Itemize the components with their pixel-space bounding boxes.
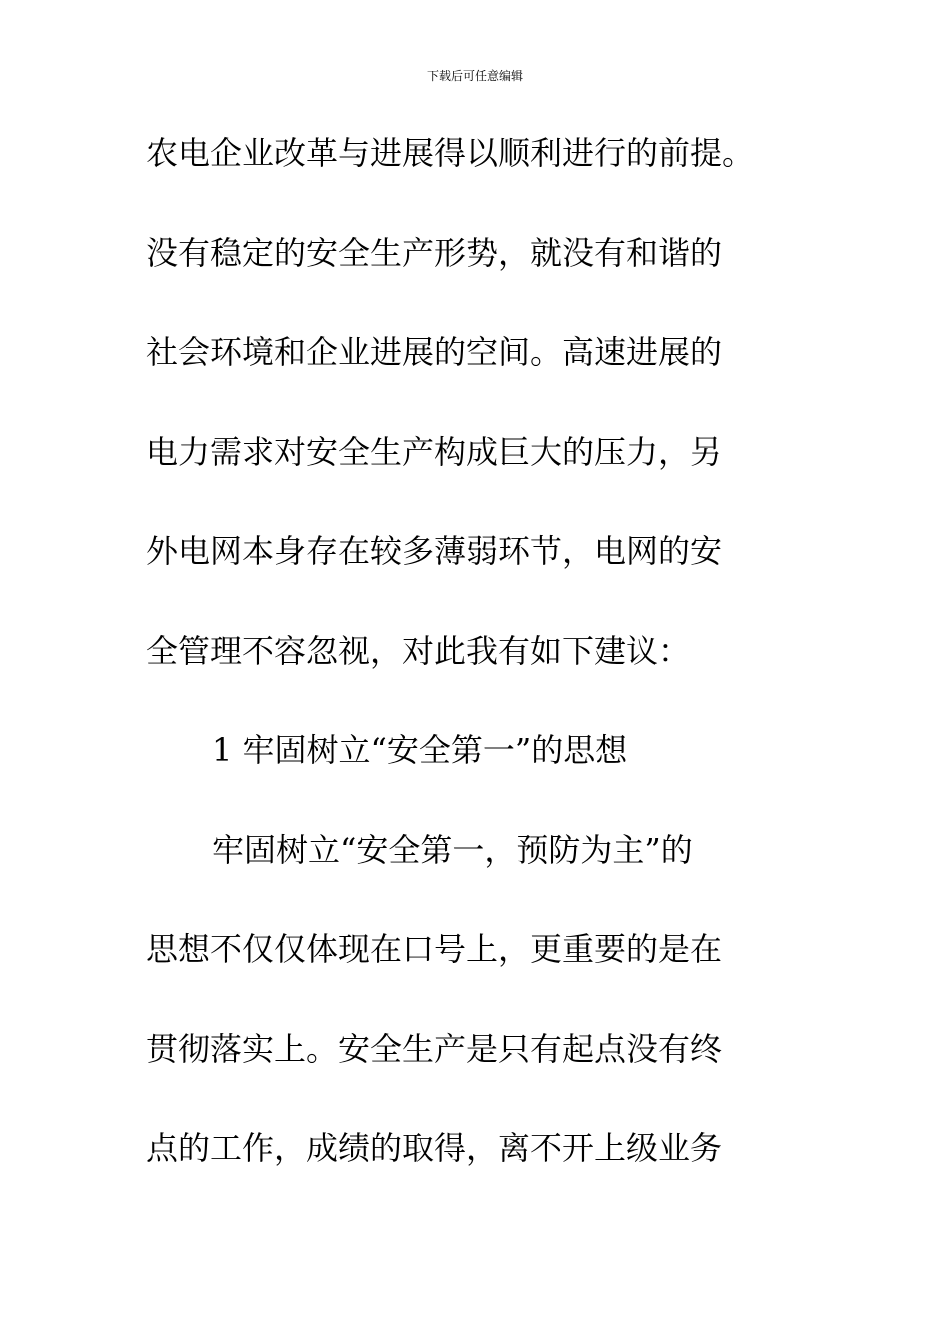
body-line: 贯彻落实上。安全生产是只有起点没有终: [146, 1029, 723, 1068]
section-heading: 1 牢固树立“安全第一”的思想: [212, 731, 628, 769]
page-header: 下载后可任意编辑: [426, 69, 523, 83]
body-line: 外电网本身存在较多薄弱环节，电网的安: [146, 532, 723, 570]
document-body: [146, 120, 846, 1215]
body-line: 点的工作，成绩的取得，离不开上级业务: [146, 1129, 723, 1167]
paragraph-first-line: 牢固树立“安全第一，预防为主”的: [212, 830, 693, 869]
body-line: 电力需求对安全生产构成巨大的压力，另: [146, 432, 723, 471]
body-line: 全管理不容忽视，对此我有如下建议：: [146, 631, 691, 670]
body-line: 思想不仅仅体现在口号上，更重要的是在: [146, 930, 723, 968]
body-line: 农电企业改革与进展得以顺利进行的前提。: [146, 134, 755, 172]
body-line: 社会环境和企业进展的空间。高速进展的: [146, 333, 723, 371]
body-line: 没有稳定的安全生产形势，就没有和谐的: [146, 233, 723, 272]
